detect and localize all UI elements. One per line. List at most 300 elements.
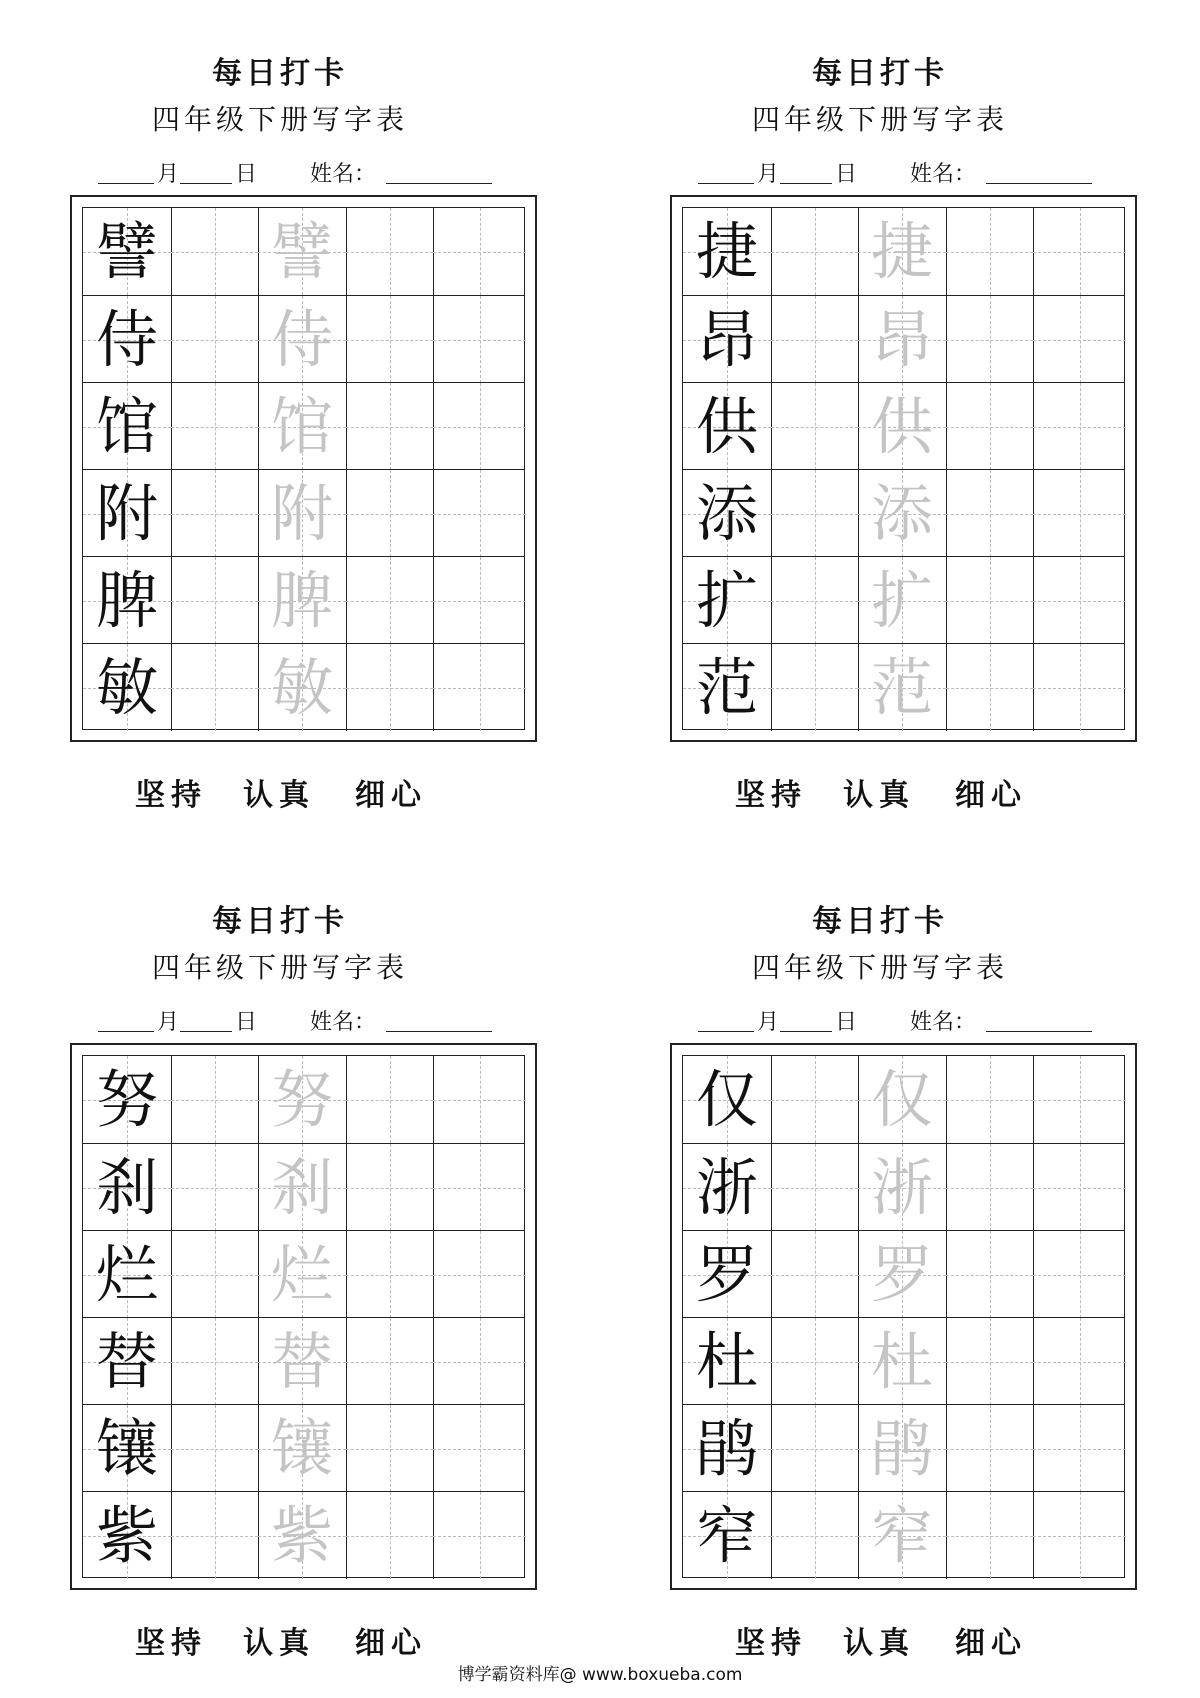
model-character-cell: [83, 1318, 171, 1405]
blank-practice-cell[interactable]: [771, 557, 858, 644]
date-name-line: [600, 1005, 1160, 1035]
motto-text: 细心: [355, 778, 427, 813]
blank-practice-cell[interactable]: [771, 1056, 858, 1143]
blank-practice-cell[interactable]: [171, 296, 258, 383]
blank-practice-cell[interactable]: [433, 1056, 526, 1143]
blank-practice-cell[interactable]: [171, 1405, 258, 1492]
model-character-cell: [683, 1231, 771, 1318]
blank-practice-cell[interactable]: [771, 1318, 858, 1405]
model-character: 仅: [695, 1062, 758, 1136]
model-character: 窄: [695, 1498, 758, 1572]
guide-line: [1033, 1449, 1126, 1450]
blank-practice-cell[interactable]: [433, 208, 526, 295]
grid-row: [683, 1404, 1124, 1492]
blank-practice-cell[interactable]: [346, 644, 433, 731]
writing-frame: [670, 195, 1137, 742]
model-character-cell: [683, 296, 771, 383]
model-character-cell: [683, 1144, 771, 1231]
trace-character: 替: [270, 1324, 333, 1398]
name-label: 姓名：: [310, 1010, 377, 1035]
trace-character-cell[interactable]: [258, 1056, 346, 1143]
blank-practice-cell[interactable]: [1033, 383, 1126, 470]
blank-practice-cell[interactable]: [771, 1405, 858, 1492]
blank-practice-cell[interactable]: [346, 1056, 433, 1143]
trace-character-cell[interactable]: [858, 644, 946, 731]
model-character-cell: [83, 557, 171, 644]
month-label: 月: [757, 162, 780, 187]
guide-line: [346, 427, 433, 428]
model-character-cell: [683, 1405, 771, 1492]
writing-grid: [682, 1055, 1125, 1578]
trace-character: 附: [270, 476, 333, 550]
day-blank[interactable]: [180, 1031, 232, 1032]
trace-character: 杜: [870, 1324, 933, 1398]
blank-practice-cell[interactable]: [946, 208, 1033, 295]
blank-practice-cell[interactable]: [171, 383, 258, 470]
blank-practice-cell[interactable]: [346, 1492, 433, 1579]
blank-practice-cell[interactable]: [171, 644, 258, 731]
grid-row: [683, 1230, 1124, 1318]
blank-practice-cell[interactable]: [946, 1231, 1033, 1318]
writing-grid: [82, 1055, 525, 1578]
model-character: 烂: [95, 1237, 158, 1311]
card-title: 每日打卡: [212, 904, 348, 939]
day-blank[interactable]: [780, 183, 832, 184]
grid-row: [683, 643, 1124, 731]
blank-practice-cell[interactable]: [946, 1056, 1033, 1143]
guide-line: [771, 1536, 858, 1537]
month-blank[interactable]: [698, 1031, 754, 1032]
blank-practice-cell[interactable]: [346, 208, 433, 295]
trace-character-cell[interactable]: [858, 383, 946, 470]
blank-practice-cell[interactable]: [433, 1492, 526, 1579]
blank-practice-cell[interactable]: [433, 1144, 526, 1231]
trace-character: 供: [870, 389, 933, 463]
card-title: 每日打卡: [812, 904, 948, 939]
motto-text: 认真: [843, 1626, 915, 1661]
footer-watermark: 博学霸资料库@ www.boxueba.com: [457, 1665, 743, 1685]
blank-practice-cell[interactable]: [946, 296, 1033, 383]
writing-grid: [82, 207, 525, 730]
grid-row: [83, 1056, 524, 1143]
guide-line: [771, 340, 858, 341]
guide-line: [946, 601, 1033, 602]
trace-character-cell[interactable]: [258, 470, 346, 557]
model-character-cell: [83, 383, 171, 470]
blank-practice-cell[interactable]: [771, 1492, 858, 1579]
model-character-cell: [683, 1492, 771, 1579]
name-label: 姓名：: [910, 1010, 977, 1035]
blank-practice-cell[interactable]: [1033, 1492, 1126, 1579]
blank-practice-cell[interactable]: [946, 1405, 1033, 1492]
blank-practice-cell[interactable]: [771, 1231, 858, 1318]
trace-character: 窄: [870, 1498, 933, 1572]
practice-card: [0, 848, 560, 1668]
trace-character-cell[interactable]: [258, 1231, 346, 1318]
grid-row: [83, 556, 524, 644]
day-blank[interactable]: [180, 183, 232, 184]
model-character: 扩: [695, 563, 758, 637]
guide-line: [946, 1536, 1033, 1537]
guide-line: [433, 1275, 526, 1276]
guide-line: [433, 427, 526, 428]
blank-practice-cell[interactable]: [433, 296, 526, 383]
trace-character-cell[interactable]: [858, 208, 946, 295]
grid-row: [83, 1143, 524, 1231]
guide-line: [346, 1188, 433, 1189]
blank-practice-cell[interactable]: [171, 1231, 258, 1318]
guide-line: [1033, 601, 1126, 602]
trace-character: 浙: [870, 1150, 933, 1224]
guide-line: [346, 1275, 433, 1276]
motto-text: 坚持: [135, 778, 207, 813]
grid-row: [683, 1056, 1124, 1143]
guide-line: [171, 1100, 258, 1101]
trace-character: 仅: [870, 1062, 933, 1136]
grid-row: [683, 208, 1124, 295]
model-character-cell: [83, 1405, 171, 1492]
card-subtitle: 四年级下册写字表: [151, 951, 408, 984]
motto-text: 坚持: [135, 1626, 207, 1661]
guide-line: [771, 514, 858, 515]
guide-line: [771, 427, 858, 428]
blank-practice-cell[interactable]: [346, 470, 433, 557]
trace-character-cell[interactable]: [258, 1144, 346, 1231]
trace-character-cell[interactable]: [258, 1492, 346, 1579]
date-name-line: [0, 157, 560, 187]
trace-character-cell[interactable]: [258, 296, 346, 383]
blank-practice-cell[interactable]: [171, 1144, 258, 1231]
guide-line: [946, 252, 1033, 253]
trace-character: 昂: [870, 302, 933, 376]
trace-character: 烂: [270, 1237, 333, 1311]
model-character: 供: [695, 389, 758, 463]
grid-row: [683, 556, 1124, 644]
blank-practice-cell[interactable]: [1033, 557, 1126, 644]
guide-line: [946, 1275, 1033, 1276]
practice-card: [600, 0, 1160, 820]
card-title: 每日打卡: [812, 56, 948, 91]
blank-practice-cell[interactable]: [171, 557, 258, 644]
trace-character: 罗: [870, 1237, 933, 1311]
blank-practice-cell[interactable]: [346, 296, 433, 383]
blank-practice-cell[interactable]: [171, 208, 258, 295]
guide-line: [433, 1188, 526, 1189]
card-subtitle: 四年级下册写字表: [751, 103, 1008, 136]
blank-practice-cell[interactable]: [1033, 208, 1126, 295]
blank-practice-cell[interactable]: [433, 1405, 526, 1492]
trace-character: 馆: [270, 389, 333, 463]
trace-character-cell[interactable]: [258, 208, 346, 295]
model-character: 紫: [95, 1498, 158, 1572]
model-character-cell: [83, 1492, 171, 1579]
trace-character: 譬: [270, 214, 333, 288]
date-name-line: [0, 1005, 560, 1035]
blank-practice-cell[interactable]: [171, 470, 258, 557]
model-character: 替: [95, 1324, 158, 1398]
grid-row: [683, 1317, 1124, 1405]
name-blank[interactable]: [986, 183, 1092, 184]
model-character-cell: [683, 1318, 771, 1405]
writing-frame: [70, 1043, 537, 1590]
blank-practice-cell[interactable]: [946, 470, 1033, 557]
guide-line: [171, 1449, 258, 1450]
guide-line: [946, 1449, 1033, 1450]
guide-line: [946, 1188, 1033, 1189]
trace-character-cell[interactable]: [858, 296, 946, 383]
blank-practice-cell[interactable]: [771, 470, 858, 557]
motto-text: 坚持: [735, 1626, 807, 1661]
trace-character-cell[interactable]: [258, 1405, 346, 1492]
guide-line: [171, 1275, 258, 1276]
blank-practice-cell[interactable]: [171, 1492, 258, 1579]
guide-line: [771, 1275, 858, 1276]
motto-text: 认真: [243, 778, 315, 813]
guide-line: [433, 1100, 526, 1101]
blank-practice-cell[interactable]: [433, 1318, 526, 1405]
blank-practice-cell[interactable]: [1033, 470, 1126, 557]
model-character: 鹃: [695, 1411, 758, 1485]
guide-line: [946, 340, 1033, 341]
trace-character-cell[interactable]: [858, 557, 946, 644]
trace-character: 扩: [870, 563, 933, 637]
guide-line: [1033, 252, 1126, 253]
guide-line: [1033, 1188, 1126, 1189]
guide-line: [171, 1536, 258, 1537]
trace-character: 捷: [870, 214, 933, 288]
trace-character-cell[interactable]: [858, 1144, 946, 1231]
guide-line: [171, 688, 258, 689]
guide-line: [346, 1449, 433, 1450]
guide-line: [1033, 427, 1126, 428]
blank-practice-cell[interactable]: [433, 644, 526, 731]
blank-practice-cell[interactable]: [346, 1318, 433, 1405]
month-blank[interactable]: [98, 183, 154, 184]
grid-row: [683, 382, 1124, 470]
guide-line: [346, 252, 433, 253]
model-character: 脾: [95, 563, 158, 637]
model-character-cell: [683, 383, 771, 470]
blank-practice-cell[interactable]: [1033, 1056, 1126, 1143]
blank-practice-cell[interactable]: [771, 208, 858, 295]
blank-practice-cell[interactable]: [171, 1056, 258, 1143]
trace-character-cell[interactable]: [858, 1056, 946, 1143]
trace-character: 努: [270, 1062, 333, 1136]
card-subtitle: 四年级下册写字表: [151, 103, 408, 136]
name-blank[interactable]: [986, 1031, 1092, 1032]
practice-card: [600, 848, 1160, 1668]
writing-grid: [682, 207, 1125, 730]
guide-line: [946, 514, 1033, 515]
model-character: 昂: [695, 302, 758, 376]
month-blank[interactable]: [698, 183, 754, 184]
blank-practice-cell[interactable]: [771, 296, 858, 383]
model-character-cell: [83, 208, 171, 295]
grid-row: [683, 1143, 1124, 1231]
model-character-cell: [83, 1056, 171, 1143]
guide-line: [1033, 1275, 1126, 1276]
month-label: 月: [757, 1010, 780, 1035]
card-title: 每日打卡: [212, 56, 348, 91]
trace-character: 侍: [270, 302, 333, 376]
blank-practice-cell[interactable]: [433, 470, 526, 557]
blank-practice-cell[interactable]: [433, 1231, 526, 1318]
guide-line: [346, 1100, 433, 1101]
card-subtitle: 四年级下册写字表: [751, 951, 1008, 984]
guide-line: [346, 340, 433, 341]
trace-character: 鹃: [870, 1411, 933, 1485]
blank-practice-cell[interactable]: [1033, 644, 1126, 731]
model-character-cell: [683, 470, 771, 557]
guide-line: [946, 427, 1033, 428]
motto-text: 坚持: [735, 778, 807, 813]
trace-character: 范: [870, 650, 933, 724]
guide-line: [771, 1362, 858, 1363]
guide-line: [771, 688, 858, 689]
blank-practice-cell[interactable]: [1033, 296, 1126, 383]
guide-line: [171, 1188, 258, 1189]
model-character: 杜: [695, 1324, 758, 1398]
trace-character-cell[interactable]: [258, 1318, 346, 1405]
trace-character: 镶: [270, 1411, 333, 1485]
blank-practice-cell[interactable]: [771, 1144, 858, 1231]
month-blank[interactable]: [98, 1031, 154, 1032]
blank-practice-cell[interactable]: [1033, 1318, 1126, 1405]
trace-character-cell[interactable]: [858, 1231, 946, 1318]
blank-practice-cell[interactable]: [1033, 1231, 1126, 1318]
guide-line: [171, 427, 258, 428]
trace-character: 紫: [270, 1498, 333, 1572]
guide-line: [1033, 1100, 1126, 1101]
guide-line: [771, 1100, 858, 1101]
model-character-cell: [83, 470, 171, 557]
guide-line: [433, 514, 526, 515]
trace-character: 脾: [270, 563, 333, 637]
blank-practice-cell[interactable]: [946, 383, 1033, 470]
guide-line: [433, 340, 526, 341]
guide-line: [1033, 1362, 1126, 1363]
model-character-cell: [83, 1231, 171, 1318]
model-character: 附: [95, 476, 158, 550]
guide-line: [771, 601, 858, 602]
trace-character-cell[interactable]: [258, 383, 346, 470]
blank-practice-cell[interactable]: [946, 644, 1033, 731]
guide-line: [346, 1536, 433, 1537]
blank-practice-cell[interactable]: [433, 383, 526, 470]
blank-practice-cell[interactable]: [946, 1318, 1033, 1405]
guide-line: [433, 1449, 526, 1450]
guide-line: [171, 514, 258, 515]
guide-line: [433, 688, 526, 689]
guide-line: [346, 514, 433, 515]
blank-practice-cell[interactable]: [346, 1231, 433, 1318]
model-character-cell: [83, 644, 171, 731]
name-label: 姓名：: [910, 162, 977, 187]
blank-practice-cell[interactable]: [346, 1405, 433, 1492]
grid-row: [83, 382, 524, 470]
day-label: 日: [235, 162, 258, 187]
trace-character: 添: [870, 476, 933, 550]
writing-frame: [670, 1043, 1137, 1590]
name-blank[interactable]: [386, 183, 492, 184]
trace-character-cell[interactable]: [858, 470, 946, 557]
blank-practice-cell[interactable]: [346, 383, 433, 470]
blank-practice-cell[interactable]: [171, 1318, 258, 1405]
guide-line: [346, 688, 433, 689]
guide-line: [433, 601, 526, 602]
model-character-cell: [683, 208, 771, 295]
blank-practice-cell[interactable]: [946, 557, 1033, 644]
writing-frame: [70, 195, 537, 742]
model-character: 侍: [95, 302, 158, 376]
guide-line: [946, 1100, 1033, 1101]
guide-line: [433, 1362, 526, 1363]
model-character: 刹: [95, 1150, 158, 1224]
date-name-line: [600, 157, 1160, 187]
grid-row: [683, 1491, 1124, 1579]
month-label: 月: [157, 1010, 180, 1035]
blank-practice-cell[interactable]: [1033, 1144, 1126, 1231]
blank-practice-cell[interactable]: [771, 644, 858, 731]
motto-text: 认真: [843, 778, 915, 813]
model-character-cell: [83, 296, 171, 383]
blank-practice-cell[interactable]: [946, 1144, 1033, 1231]
guide-line: [771, 252, 858, 253]
blank-practice-cell[interactable]: [433, 557, 526, 644]
grid-row: [683, 295, 1124, 383]
model-character: 努: [95, 1062, 158, 1136]
grid-row: [683, 469, 1124, 557]
model-character: 范: [695, 650, 758, 724]
grid-row: [83, 1404, 524, 1492]
name-blank[interactable]: [386, 1031, 492, 1032]
name-label: 姓名：: [310, 162, 377, 187]
trace-character: 刹: [270, 1150, 333, 1224]
trace-character-cell[interactable]: [858, 1318, 946, 1405]
trace-character-cell[interactable]: [858, 1492, 946, 1579]
model-character: 浙: [695, 1150, 758, 1224]
trace-character-cell[interactable]: [258, 644, 346, 731]
grid-row: [83, 208, 524, 295]
blank-practice-cell[interactable]: [946, 1492, 1033, 1579]
blank-practice-cell[interactable]: [771, 383, 858, 470]
guide-line: [771, 1188, 858, 1189]
model-character: 譬: [95, 214, 158, 288]
grid-row: [83, 1317, 524, 1405]
guide-line: [771, 1449, 858, 1450]
trace-character-cell[interactable]: [858, 1405, 946, 1492]
trace-character-cell[interactable]: [258, 557, 346, 644]
day-blank[interactable]: [780, 1031, 832, 1032]
model-character: 镶: [95, 1411, 158, 1485]
guide-line: [1033, 1536, 1126, 1537]
blank-practice-cell[interactable]: [346, 1144, 433, 1231]
grid-row: [83, 1230, 524, 1318]
blank-practice-cell[interactable]: [1033, 1405, 1126, 1492]
motto-text: 细心: [955, 1626, 1027, 1661]
guide-line: [1033, 340, 1126, 341]
guide-line: [433, 252, 526, 253]
guide-line: [946, 1362, 1033, 1363]
motto-text: 细心: [355, 1626, 427, 1661]
model-character-cell: [683, 644, 771, 731]
blank-practice-cell[interactable]: [346, 557, 433, 644]
motto-text: 细心: [955, 778, 1027, 813]
grid-row: [83, 1491, 524, 1579]
trace-character: 敏: [270, 650, 333, 724]
guide-line: [171, 252, 258, 253]
model-character-cell: [683, 1056, 771, 1143]
